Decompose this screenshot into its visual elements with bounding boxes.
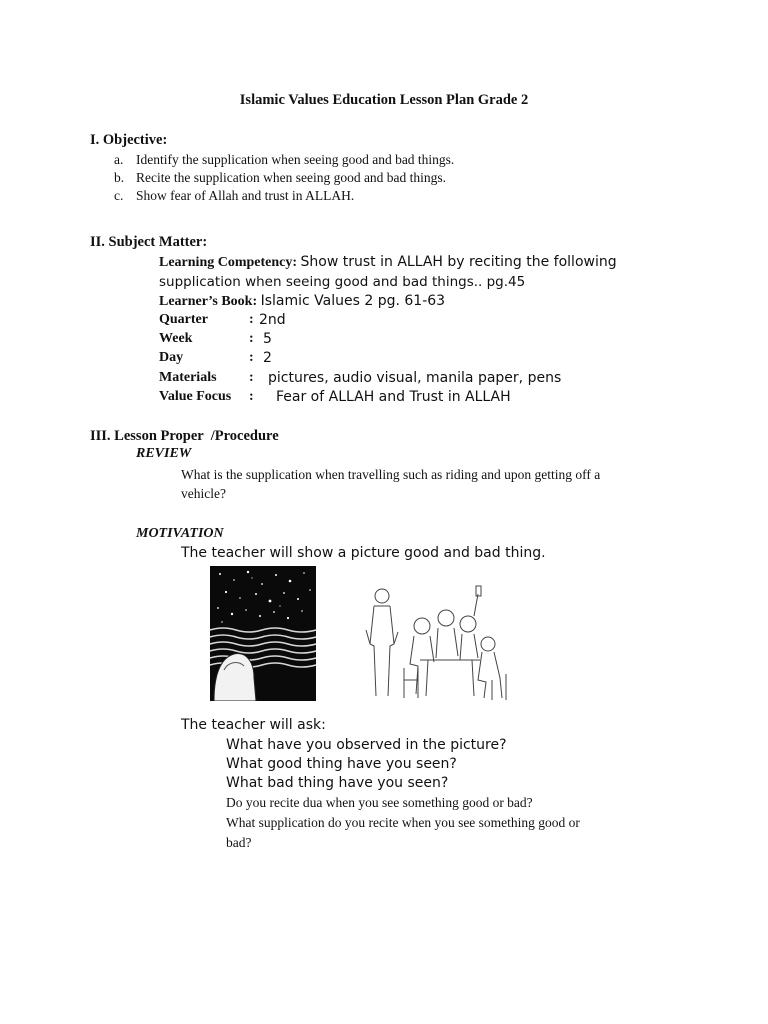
- value-focus-colon: :: [249, 389, 254, 404]
- lesson-proper-heading: III. Lesson Proper /Procedure: [90, 428, 279, 444]
- review-question-line2: vehicle?: [181, 486, 226, 501]
- learners-book-value: Islamic Values 2 pg. 61-63: [260, 293, 446, 309]
- quarter-colon: :: [249, 312, 254, 327]
- objective-item-b: [114, 170, 446, 186]
- subject-matter-heading: II. Subject Matter:: [90, 234, 208, 250]
- learning-competency-continuation: supplication when seeing good and bad things.. pg.45: [159, 274, 526, 290]
- group-drinking-illustration: [360, 584, 508, 702]
- objective-item-letter: a.: [114, 152, 124, 167]
- learning-competency: [159, 254, 617, 271]
- bad-thing-picture: [360, 584, 508, 702]
- question-2: What good thing have you seen?: [226, 756, 457, 772]
- good-thing-picture: [210, 566, 316, 701]
- objective-item-letter: c.: [114, 188, 124, 203]
- day-colon: :: [249, 350, 254, 365]
- week-value: 5: [263, 331, 272, 347]
- day-label: Day: [159, 350, 184, 365]
- value-focus-value: Fear of ALLAH and Trust in ALLAH: [276, 389, 511, 405]
- question-3: What bad thing have you seen?: [226, 775, 449, 791]
- review-question-line1: What is the supplication when travelling such as riding and upon getting off a: [181, 467, 601, 482]
- learning-competency-label: Learning Competency:: [159, 255, 298, 270]
- question-1: What have you observed in the picture?: [226, 737, 507, 753]
- quarter-label: Quarter: [159, 312, 208, 327]
- objective-item-text: Identify the supplication when seeing good and bad things.: [136, 152, 455, 167]
- objective-item-text: Show fear of Allah and trust in ALLAH.: [136, 188, 355, 203]
- value-focus-label: Value Focus: [159, 389, 232, 404]
- learners-book-label: Learner’s Book:: [159, 294, 258, 309]
- learning-competency-text: Show trust in ALLAH by reciting the following: [300, 254, 617, 270]
- objective-item-text: Recite the supplication when seeing good and bad things.: [136, 170, 447, 185]
- motivation-text: The teacher will show a picture good and bad thing.: [181, 545, 546, 561]
- review-heading: REVIEW: [136, 446, 192, 461]
- quarter-value: 2nd: [259, 312, 286, 328]
- materials-value: pictures, audio visual, manila paper, pens: [268, 370, 562, 386]
- week-colon: :: [249, 331, 254, 346]
- objective-heading: I. Objective:: [90, 132, 168, 148]
- question-5: What supplication do you recite when you see something good or: [226, 815, 580, 830]
- document-title: Islamic Values Education Lesson Plan Grade 2: [239, 92, 529, 108]
- week-label: Week: [159, 331, 193, 346]
- learners-book: [159, 293, 445, 310]
- night-sky-illustration: [210, 566, 316, 701]
- objective-item-c: [114, 188, 354, 204]
- ask-intro: The teacher will ask:: [181, 717, 326, 733]
- motivation-heading: MOTIVATION: [136, 526, 224, 541]
- objective-item-letter: b.: [114, 170, 125, 185]
- day-value: 2: [263, 350, 272, 366]
- question-5-continuation: bad?: [226, 835, 252, 850]
- materials-colon: :: [249, 370, 254, 385]
- materials-label: Materials: [159, 370, 217, 385]
- question-4: Do you recite dua when you see something good or bad?: [226, 795, 533, 810]
- objective-item-a: [114, 152, 454, 168]
